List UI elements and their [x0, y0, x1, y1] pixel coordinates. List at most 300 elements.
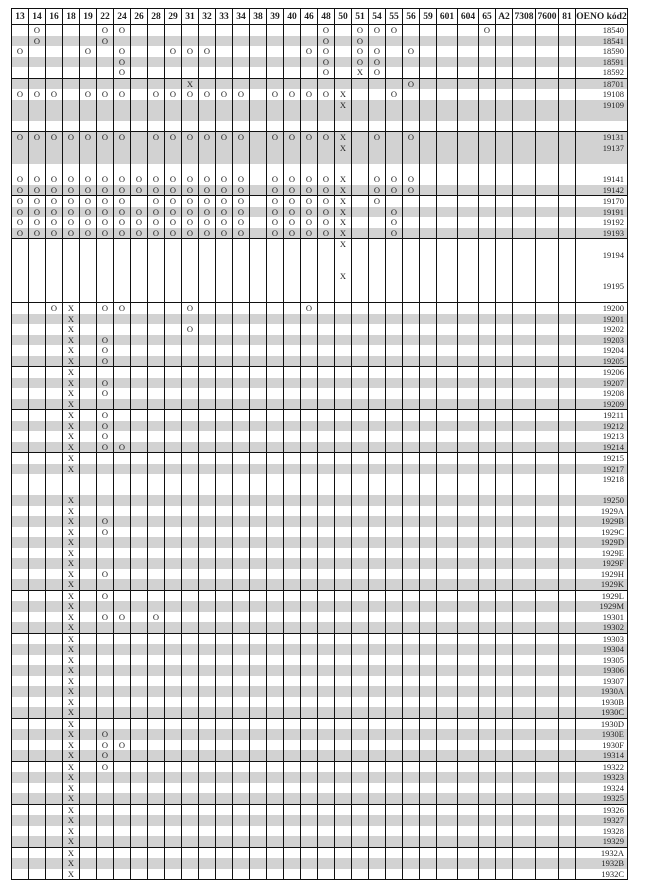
mark-cell: O — [318, 67, 335, 78]
mark-cell — [233, 464, 250, 475]
mark-cell: O — [131, 174, 148, 185]
mark-cell — [97, 164, 114, 175]
mark-cell — [199, 250, 216, 261]
mark-cell: O — [97, 740, 114, 751]
mark-cell — [513, 601, 536, 612]
mark-cell — [479, 345, 496, 356]
mark-cell — [458, 356, 479, 367]
mark-cell: X — [63, 612, 80, 623]
mark-cell — [458, 537, 479, 548]
mark-cell — [420, 89, 437, 100]
mark-cell: O — [29, 36, 46, 47]
mark-cell — [233, 537, 250, 548]
mark-cell — [386, 110, 403, 121]
mark-cell — [46, 143, 63, 154]
mark-cell — [97, 67, 114, 78]
mark-cell — [458, 464, 479, 475]
mark-cell: O — [216, 132, 233, 143]
mark-cell — [496, 516, 513, 527]
oeno-code-cell: 19305 — [576, 655, 628, 666]
table-row — [12, 345, 628, 356]
mark-cell — [513, 207, 536, 218]
mark-cell — [29, 590, 46, 601]
mark-cell — [403, 761, 420, 772]
mark-cell — [216, 644, 233, 655]
mark-cell — [12, 378, 29, 389]
mark-cell: O — [386, 228, 403, 239]
mark-cell — [80, 442, 97, 453]
mark-cell — [131, 36, 148, 47]
mark-cell: X — [63, 388, 80, 399]
mark-cell — [216, 410, 233, 421]
mark-cell — [250, 869, 267, 880]
mark-cell — [513, 612, 536, 623]
mark-cell — [12, 772, 29, 783]
mark-cell: O — [233, 196, 250, 207]
mark-cell — [114, 495, 131, 506]
mark-cell — [267, 25, 284, 36]
mark-cell — [148, 718, 165, 729]
mark-cell — [479, 464, 496, 475]
oeno-code-cell: 19194 — [576, 250, 628, 261]
mark-cell — [63, 250, 80, 261]
mark-cell — [458, 622, 479, 633]
mark-cell — [479, 121, 496, 132]
mark-cell — [335, 869, 352, 880]
mark-cell — [559, 260, 576, 271]
mark-cell — [496, 633, 513, 644]
mark-cell — [12, 164, 29, 175]
mark-cell — [267, 367, 284, 378]
mark-cell — [29, 453, 46, 464]
mark-cell — [284, 314, 301, 325]
mark-cell — [301, 67, 318, 78]
mark-cell — [284, 644, 301, 655]
mark-cell — [46, 804, 63, 815]
mark-cell — [479, 228, 496, 239]
mark-cell — [496, 314, 513, 325]
mark-cell — [12, 121, 29, 132]
mark-cell — [165, 281, 182, 292]
mark-cell — [420, 707, 437, 718]
mark-cell — [199, 633, 216, 644]
mark-cell — [420, 207, 437, 218]
mark-cell — [479, 143, 496, 154]
mark-cell — [216, 110, 233, 121]
mark-cell — [403, 793, 420, 804]
mark-cell — [536, 686, 559, 697]
mark-cell — [403, 697, 420, 708]
mark-cell — [352, 772, 369, 783]
mark-cell — [80, 324, 97, 335]
mark-cell — [250, 644, 267, 655]
mark-cell — [12, 527, 29, 538]
mark-cell — [165, 495, 182, 506]
mark-cell — [233, 164, 250, 175]
mark-cell — [199, 516, 216, 527]
mark-cell — [458, 164, 479, 175]
mark-cell — [80, 36, 97, 47]
mark-cell — [97, 314, 114, 325]
mark-cell — [12, 367, 29, 378]
mark-cell — [284, 25, 301, 36]
mark-cell — [369, 271, 386, 282]
table-row — [12, 356, 628, 367]
mark-cell: O — [216, 185, 233, 196]
mark-cell — [352, 506, 369, 517]
mark-cell — [352, 718, 369, 729]
mark-cell — [496, 281, 513, 292]
mark-cell — [250, 228, 267, 239]
mark-cell — [386, 271, 403, 282]
mark-cell — [301, 633, 318, 644]
mark-cell — [233, 78, 250, 89]
mark-cell — [318, 847, 335, 858]
table-row — [12, 527, 628, 538]
mark-cell — [131, 772, 148, 783]
mark-cell — [458, 153, 479, 164]
mark-cell — [301, 388, 318, 399]
mark-cell — [352, 207, 369, 218]
mark-cell — [318, 569, 335, 580]
mark-cell — [559, 686, 576, 697]
mark-cell: X — [63, 697, 80, 708]
mark-cell: O — [97, 569, 114, 580]
mark-cell — [420, 783, 437, 794]
mark-cell — [267, 622, 284, 633]
mark-cell — [199, 121, 216, 132]
mark-cell — [437, 164, 458, 175]
mark-cell — [267, 67, 284, 78]
mark-cell: O — [114, 89, 131, 100]
mark-cell — [496, 250, 513, 261]
mark-cell — [386, 644, 403, 655]
mark-cell — [284, 506, 301, 517]
mark-cell — [559, 378, 576, 389]
mark-cell — [199, 474, 216, 485]
mark-cell — [80, 516, 97, 527]
mark-cell — [335, 655, 352, 666]
mark-cell — [559, 421, 576, 432]
mark-cell: O — [80, 207, 97, 218]
mark-cell — [496, 196, 513, 207]
mark-cell — [386, 356, 403, 367]
mark-cell — [46, 579, 63, 590]
mark-cell — [80, 686, 97, 697]
mark-cell: O — [97, 217, 114, 228]
mark-cell — [131, 121, 148, 132]
mark-cell — [536, 410, 559, 421]
mark-cell — [369, 707, 386, 718]
mark-cell — [536, 217, 559, 228]
mark-cell — [165, 527, 182, 538]
mark-cell — [29, 783, 46, 794]
mark-cell: O — [182, 185, 199, 196]
mark-cell: X — [63, 431, 80, 442]
table-row — [12, 761, 628, 772]
mark-cell — [182, 644, 199, 655]
oeno-code-cell: 19327 — [576, 815, 628, 826]
mark-cell — [403, 783, 420, 794]
mark-cell: O — [233, 174, 250, 185]
mark-cell — [131, 421, 148, 432]
mark-cell: O — [318, 132, 335, 143]
mark-cell — [301, 57, 318, 68]
mark-cell: O — [97, 228, 114, 239]
mark-cell — [114, 345, 131, 356]
mark-cell — [250, 506, 267, 517]
oeno-code-cell: 19195 — [576, 281, 628, 292]
mark-cell — [12, 36, 29, 47]
table-row — [12, 132, 628, 143]
mark-cell — [63, 485, 80, 496]
mark-cell — [182, 57, 199, 68]
mark-cell — [335, 388, 352, 399]
mark-cell — [250, 750, 267, 761]
mark-cell — [513, 36, 536, 47]
mark-cell — [267, 750, 284, 761]
mark-cell — [80, 345, 97, 356]
mark-cell — [97, 367, 114, 378]
mark-cell — [369, 153, 386, 164]
mark-cell — [165, 740, 182, 751]
mark-cell — [182, 464, 199, 475]
mark-cell — [250, 783, 267, 794]
mark-cell — [458, 174, 479, 185]
mark-cell: X — [63, 527, 80, 538]
mark-cell — [165, 665, 182, 676]
mark-cell — [148, 239, 165, 250]
mark-cell: O — [114, 228, 131, 239]
mark-cell — [148, 569, 165, 580]
mark-cell — [352, 164, 369, 175]
mark-cell — [479, 548, 496, 559]
mark-cell — [479, 633, 496, 644]
mark-cell — [437, 345, 458, 356]
oeno-code-cell — [576, 239, 628, 250]
mark-cell — [233, 431, 250, 442]
mark-cell — [250, 665, 267, 676]
mark-cell — [403, 537, 420, 548]
mark-cell — [233, 143, 250, 154]
mark-cell — [80, 858, 97, 869]
mark-cell — [46, 399, 63, 410]
mark-cell — [301, 485, 318, 496]
mark-cell — [46, 590, 63, 601]
mark-cell — [131, 132, 148, 143]
oeno-code-cell: 19208 — [576, 388, 628, 399]
mark-cell — [267, 740, 284, 751]
mark-cell — [513, 548, 536, 559]
mark-cell — [233, 292, 250, 303]
mark-cell — [536, 676, 559, 687]
mark-cell: O — [63, 185, 80, 196]
mark-cell — [352, 676, 369, 687]
mark-cell — [131, 281, 148, 292]
mark-cell — [46, 164, 63, 175]
mark-cell — [496, 740, 513, 751]
mark-cell — [352, 783, 369, 794]
mark-cell — [80, 239, 97, 250]
mark-cell — [536, 495, 559, 506]
mark-cell — [216, 740, 233, 751]
mark-cell — [284, 367, 301, 378]
mark-cell — [318, 718, 335, 729]
mark-cell — [63, 281, 80, 292]
mark-cell — [536, 100, 559, 111]
mark-cell — [513, 378, 536, 389]
mark-cell — [80, 601, 97, 612]
mark-cell — [148, 858, 165, 869]
mark-cell — [29, 815, 46, 826]
mark-cell — [479, 836, 496, 847]
mark-cell — [369, 655, 386, 666]
mark-cell — [536, 665, 559, 676]
oeno-code-cell: 19209 — [576, 399, 628, 410]
mark-cell — [403, 847, 420, 858]
mark-cell — [318, 100, 335, 111]
mark-cell — [458, 110, 479, 121]
mark-cell — [458, 132, 479, 143]
mark-cell — [403, 271, 420, 282]
mark-cell: O — [114, 196, 131, 207]
mark-cell — [369, 804, 386, 815]
mark-cell — [496, 110, 513, 121]
mark-cell — [458, 772, 479, 783]
mark-cell — [46, 847, 63, 858]
mark-cell — [216, 367, 233, 378]
mark-cell — [80, 569, 97, 580]
mark-cell — [250, 772, 267, 783]
mark-cell — [114, 633, 131, 644]
mark-cell — [318, 772, 335, 783]
mark-cell — [335, 740, 352, 751]
mark-cell — [369, 783, 386, 794]
mark-cell — [216, 707, 233, 718]
column-header-81: 81 — [559, 9, 576, 25]
mark-cell — [352, 132, 369, 143]
mark-cell — [182, 143, 199, 154]
mark-cell — [29, 869, 46, 880]
mark-cell — [165, 858, 182, 869]
mark-cell — [80, 292, 97, 303]
mark-cell — [114, 707, 131, 718]
mark-cell — [233, 271, 250, 282]
mark-cell — [386, 761, 403, 772]
mark-cell — [46, 345, 63, 356]
mark-cell — [267, 826, 284, 837]
mark-cell — [97, 655, 114, 666]
table-row — [12, 292, 628, 303]
mark-cell — [29, 378, 46, 389]
table-row — [12, 110, 628, 121]
mark-cell — [46, 558, 63, 569]
mark-cell — [284, 548, 301, 559]
mark-cell — [437, 869, 458, 880]
mark-cell — [80, 718, 97, 729]
mark-cell — [335, 686, 352, 697]
mark-cell — [513, 836, 536, 847]
mark-cell: O — [131, 207, 148, 218]
mark-cell: O — [301, 185, 318, 196]
mark-cell — [165, 121, 182, 132]
mark-cell — [458, 836, 479, 847]
mark-cell — [250, 548, 267, 559]
mark-cell — [131, 761, 148, 772]
mark-cell: O — [301, 196, 318, 207]
mark-cell — [513, 655, 536, 666]
mark-cell — [131, 100, 148, 111]
mark-cell — [479, 826, 496, 837]
mark-cell — [46, 772, 63, 783]
mark-cell — [250, 633, 267, 644]
mark-cell — [318, 579, 335, 590]
mark-cell: O — [318, 36, 335, 47]
mark-cell — [513, 367, 536, 378]
mark-cell — [420, 847, 437, 858]
mark-cell — [536, 548, 559, 559]
mark-cell — [29, 345, 46, 356]
mark-cell — [165, 260, 182, 271]
mark-cell — [29, 644, 46, 655]
mark-cell — [403, 633, 420, 644]
mark-cell — [458, 858, 479, 869]
mark-cell — [46, 335, 63, 346]
mark-cell — [148, 345, 165, 356]
mark-cell — [369, 431, 386, 442]
mark-cell — [318, 729, 335, 740]
mark-cell — [29, 633, 46, 644]
mark-cell — [513, 442, 536, 453]
mark-cell — [496, 750, 513, 761]
mark-cell — [284, 239, 301, 250]
mark-cell — [165, 612, 182, 623]
mark-cell — [267, 665, 284, 676]
column-header-16: 16 — [46, 9, 63, 25]
mark-cell — [479, 485, 496, 496]
mark-cell — [479, 858, 496, 869]
mark-cell — [335, 590, 352, 601]
mark-cell — [536, 174, 559, 185]
mark-cell — [131, 826, 148, 837]
column-header-48: 48 — [318, 9, 335, 25]
mark-cell — [559, 633, 576, 644]
mark-cell — [403, 228, 420, 239]
mark-cell — [114, 516, 131, 527]
mark-cell — [165, 569, 182, 580]
mark-cell — [97, 464, 114, 475]
mark-cell — [496, 100, 513, 111]
mark-cell — [386, 569, 403, 580]
mark-cell — [267, 644, 284, 655]
mark-cell — [216, 485, 233, 496]
mark-cell — [352, 410, 369, 421]
mark-cell — [420, 46, 437, 57]
mark-cell — [352, 579, 369, 590]
mark-cell — [479, 324, 496, 335]
mark-cell — [216, 260, 233, 271]
mark-cell — [420, 495, 437, 506]
mark-cell — [386, 410, 403, 421]
mark-cell — [318, 281, 335, 292]
oeno-code-cell: 1929E — [576, 548, 628, 559]
mark-cell — [352, 537, 369, 548]
mark-cell — [284, 67, 301, 78]
mark-cell — [97, 772, 114, 783]
mark-cell — [63, 46, 80, 57]
mark-cell — [437, 750, 458, 761]
mark-cell — [216, 506, 233, 517]
